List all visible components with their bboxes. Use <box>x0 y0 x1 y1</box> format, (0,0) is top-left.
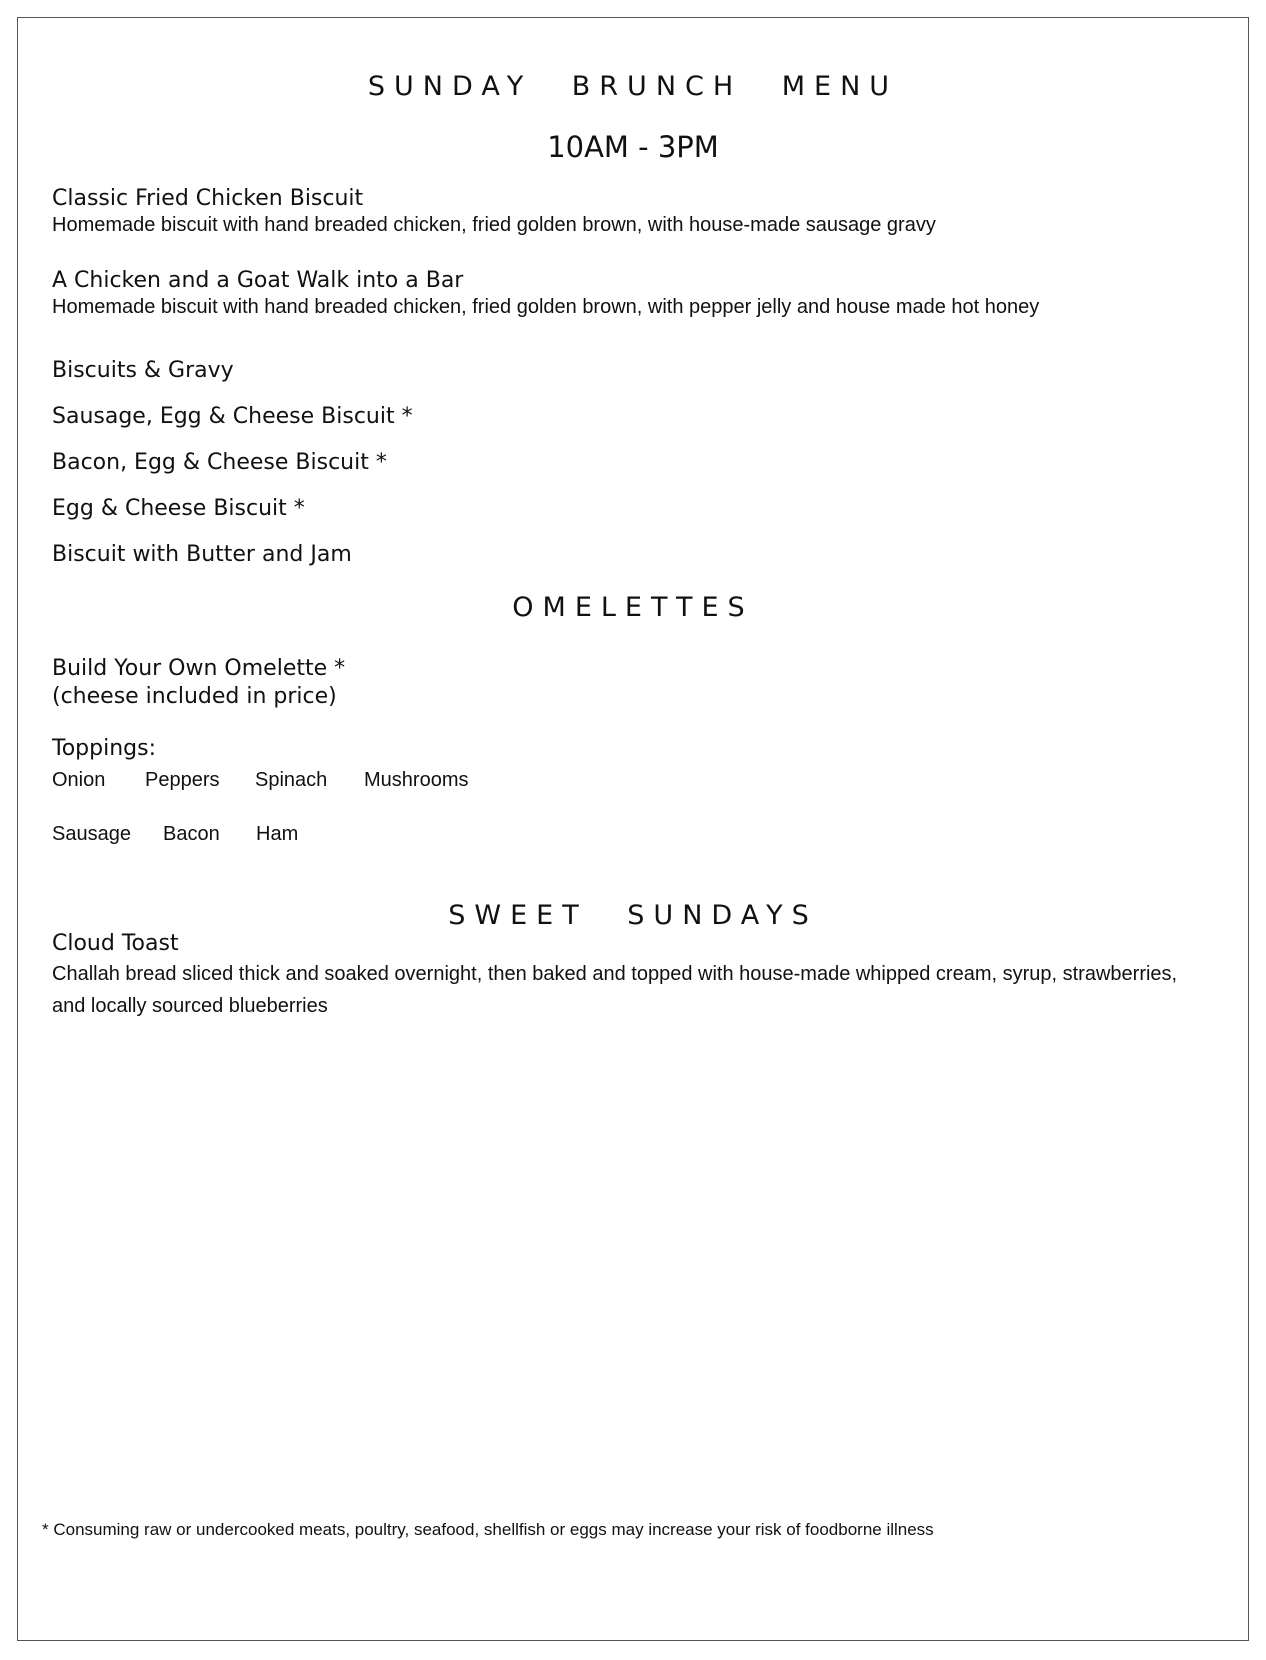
toppings-label: Toppings: <box>52 736 156 761</box>
menu-item-name: Classic Fried Chicken Biscuit <box>52 186 364 211</box>
topping-item: Ham <box>256 823 299 845</box>
footnote: * Consuming raw or undercooked meats, poultry, seafood, shellfish or eggs may increase your risk of foodborne illness <box>42 1520 934 1539</box>
omelette-item-note: (cheese included in price) <box>52 684 337 709</box>
omelette-item-name: Build Your Own Omelette * <box>52 656 346 681</box>
topping-item: Sausage <box>52 823 131 845</box>
menu-title: SUNDAY BRUNCH MENU <box>367 71 899 102</box>
topping-item: Mushrooms <box>364 769 469 791</box>
sweet-item-name: Cloud Toast <box>52 931 179 956</box>
sweet-item-description: Challah bread sliced thick and soaked overnight, then baked and topped with house-made whipped cream, syrup, strawberries, and locally sourced blueberries <box>52 963 1178 1017</box>
sweet-sundays-heading: SWEET SUNDAYS <box>448 900 818 931</box>
topping-item: Peppers <box>145 769 220 791</box>
menu-item-name: Biscuit with Butter and Jam <box>52 542 352 567</box>
topping-item: Spinach <box>255 769 328 791</box>
topping-item: Bacon <box>163 823 220 845</box>
topping-item: Onion <box>52 769 106 791</box>
menu-item-name: Biscuits & Gravy <box>52 358 234 383</box>
menu-item-name: Sausage, Egg & Cheese Biscuit * <box>52 404 413 429</box>
menu-hours: 10AM - 3PM <box>547 130 719 164</box>
menu-item-name: Bacon, Egg & Cheese Biscuit * <box>52 450 387 475</box>
omelettes-heading: OMELETTES <box>512 592 754 623</box>
menu-page <box>17 17 1249 1641</box>
menu-item-name: Egg & Cheese Biscuit * <box>52 496 305 521</box>
menu-item-description: Homemade biscuit with hand breaded chicken, fried golden brown, with house-made sausage gravy <box>52 214 936 236</box>
menu-item-description: Homemade biscuit with hand breaded chicken, fried golden brown, with pepper jelly and house made hot honey <box>52 296 1040 318</box>
menu-item-name: A Chicken and a Goat Walk into a Bar <box>52 268 464 293</box>
